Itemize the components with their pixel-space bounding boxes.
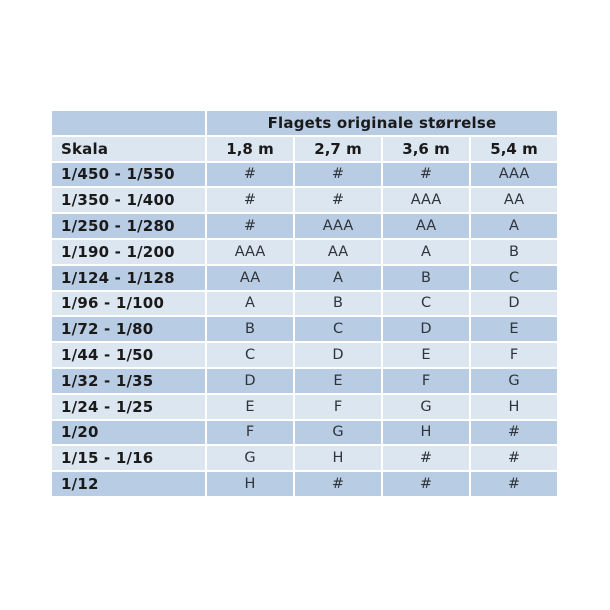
size-code-cell: A [383,240,469,264]
size-code-cell: B [383,266,469,290]
size-code-cell: G [471,369,557,393]
size-code-cell: D [295,343,381,367]
size-code-cell: C [207,343,293,367]
size-code-cell: # [295,472,381,496]
size-code-cell: E [383,343,469,367]
size-code-cell: # [471,421,557,445]
size-code-cell: D [471,292,557,316]
row-label: 1/96 - 1/100 [52,292,205,316]
size-code-cell: B [471,240,557,264]
table-title: Flagets originale størrelse [207,111,557,135]
size-code-cell: AA [471,188,557,212]
size-code-cell: H [207,472,293,496]
size-code-cell: AAA [207,240,293,264]
size-code-cell: G [207,446,293,470]
size-code-cell: AA [383,214,469,238]
row-label: 1/72 - 1/80 [52,317,205,341]
size-code-cell: C [295,317,381,341]
flag-size-table [52,111,557,496]
size-code-cell: # [471,446,557,470]
row-label: 1/350 - 1/400 [52,188,205,212]
size-code-cell: A [207,292,293,316]
size-code-cell: G [295,421,381,445]
size-code-cell: C [383,292,469,316]
size-code-cell: H [383,421,469,445]
size-code-cell: AAA [471,163,557,187]
size-code-cell: # [207,188,293,212]
size-code-cell: E [295,369,381,393]
size-code-cell: F [207,421,293,445]
size-code-cell: A [295,266,381,290]
column-header-2-7m: 2,7 m [295,137,381,161]
column-header-3-6m: 3,6 m [383,137,469,161]
size-code-cell: AAA [383,188,469,212]
size-code-cell: H [471,395,557,419]
size-code-cell: # [295,163,381,187]
size-code-cell: # [207,163,293,187]
row-label: 1/190 - 1/200 [52,240,205,264]
size-code-cell: B [207,317,293,341]
size-code-cell: # [383,163,469,187]
row-label: 1/32 - 1/35 [52,369,205,393]
size-code-cell: AA [207,266,293,290]
row-label: 1/450 - 1/550 [52,163,205,187]
size-code-cell: B [295,292,381,316]
size-code-cell: F [471,343,557,367]
row-label: 1/20 [52,421,205,445]
corner-empty-cell [52,111,205,135]
size-code-cell: A [471,214,557,238]
size-code-cell: F [383,369,469,393]
row-label: 1/12 [52,472,205,496]
size-code-cell: # [383,472,469,496]
column-header-5-4m: 5,4 m [471,137,557,161]
size-code-cell: E [207,395,293,419]
scale-column-header: Skala [52,137,205,161]
size-code-cell: AA [295,240,381,264]
size-code-cell: F [295,395,381,419]
size-code-cell: # [295,188,381,212]
size-code-cell: C [471,266,557,290]
row-label: 1/124 - 1/128 [52,266,205,290]
row-label: 1/250 - 1/280 [52,214,205,238]
size-code-cell: # [471,472,557,496]
size-code-cell: E [471,317,557,341]
row-label: 1/44 - 1/50 [52,343,205,367]
row-label: 1/24 - 1/25 [52,395,205,419]
size-code-cell: D [383,317,469,341]
size-code-cell: # [207,214,293,238]
row-label: 1/15 - 1/16 [52,446,205,470]
size-code-cell: H [295,446,381,470]
column-header-1-8m: 1,8 m [207,137,293,161]
size-code-cell: G [383,395,469,419]
size-code-cell: AAA [295,214,381,238]
size-code-cell: # [383,446,469,470]
size-code-cell: D [207,369,293,393]
